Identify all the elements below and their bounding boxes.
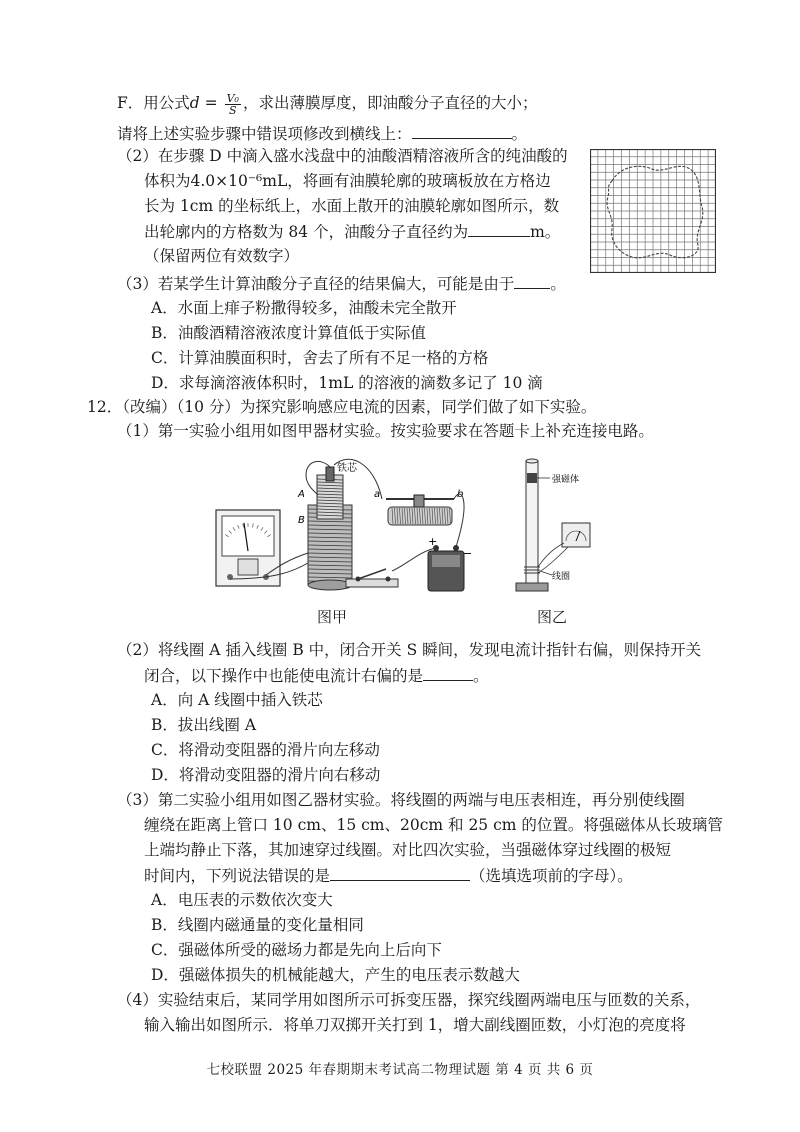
correction-line — [117, 122, 527, 145]
q12-part3-stem: 时间内，下列说法错误的是 — [144, 867, 331, 885]
q12-part3-line4 — [144, 864, 633, 887]
q12-part1: （1）第一实验小组用如图甲器材实验。按实验要求在答题卡上补充连接电路。 — [117, 422, 654, 440]
label-magnet: 强磁体 — [552, 475, 580, 485]
q12-part3-option-c: C．强磁体所受的磁场力都是先向上后向下 — [151, 941, 442, 959]
figure-jia — [210, 455, 500, 595]
label-term-a: a — [374, 489, 381, 500]
label-coil-a: A — [298, 489, 305, 500]
q12-part3-line3: 上端均静止下落，其加速穿过线圈。对比四次实验，当强磁体穿过线圈的极短 — [144, 841, 672, 859]
q2-line-4 — [144, 220, 560, 243]
q12-part2-line1: （2）将线圈 A 插入线圈 B 中，闭合开关 S 瞬间，发现电流计指针右偏，则保持开关 — [117, 641, 702, 659]
step-f-line — [117, 92, 537, 116]
caption-fig-jia: 图甲 — [317, 608, 348, 626]
q12-part3-blank[interactable] — [330, 864, 470, 881]
figure-yi — [512, 455, 632, 595]
correction-blank[interactable] — [412, 122, 512, 139]
strong-magnet — [527, 473, 537, 483]
rheostat — [386, 495, 454, 525]
q12-title: 12．（改编）（10 分）为探究影响感应电流的因素，同学们做了如下实验。 — [87, 398, 597, 416]
q12-part2-end: 。 — [473, 667, 489, 685]
q12-part2-blank[interactable] — [423, 664, 473, 681]
q12-part2-option-d: D．将滑动变阻器的滑片向右移动 — [151, 766, 381, 784]
q2-l2a: 体积为 — [144, 172, 191, 190]
q3-option-a: A．水面上痱子粉撒得较多，油酸未完全散开 — [151, 299, 457, 317]
q12-part3-option-b: B．线圈内磁通量的变化量相同 — [151, 916, 364, 934]
label-coil-b: B — [298, 515, 305, 526]
step-f-rest: ，求出薄膜厚度，即油酸分子直径的大小； — [242, 94, 538, 112]
q12-part3-line2: 缠绕在距离上管口 10 cm、15 cm、20cm 和 25 cm 的位置。将强磁体从长玻璃管 — [144, 816, 723, 834]
formula-eq: = — [204, 94, 218, 112]
q12-part2-option-b: B．拔出线圈 A — [151, 716, 257, 734]
galvanometer — [216, 510, 280, 586]
q3-option-c: C．计算油膜面积时，舍去了所有不足一格的方格 — [151, 349, 489, 367]
iron-core — [326, 467, 334, 481]
coil-a — [317, 467, 343, 519]
formula-denominator: S — [228, 103, 237, 117]
q12-part2-stem: 闭合，以下操作中也能使电流计右偏的是 — [144, 667, 424, 685]
q3-stem — [117, 272, 566, 295]
correction-end: 。 — [511, 125, 528, 143]
q12-part2-option-a: A．向 A 线圈中插入铁芯 — [151, 691, 323, 709]
label-iron-core: 铁芯 — [337, 463, 357, 474]
caption-fig-yi: 图乙 — [537, 608, 568, 626]
q12-part3-line1: （3）第二实验小组用如图乙器材实验。将线圈的两端与电压表相连，再分别使线圈 — [117, 791, 685, 809]
battery — [428, 545, 464, 591]
formula-d: d — [189, 94, 200, 112]
label-coil: 线圈 — [552, 572, 571, 582]
voltmeter — [562, 523, 590, 547]
page-footer: 七校联盟 2025 年春期期末考试高二物理试题 第 4 页 共 6 页 — [206, 1062, 594, 1078]
q3-option-b: B．油酸酒精溶液浓度计算值低于实际值 — [151, 324, 426, 342]
q12-part3-option-a: A．电压表的示数依次变大 — [151, 891, 333, 909]
label-minus: − — [463, 547, 473, 560]
formula-fraction — [225, 93, 241, 116]
q12-part4-line2: 输入输出如图所示．将单刀双掷开关打到 1，增大副线圈匝数，小灯泡的亮度将 — [144, 1016, 686, 1034]
q2-diameter-blank[interactable] — [468, 220, 530, 237]
switch — [346, 569, 398, 587]
q2-l2b: ，将画有油膜轮廓的玻璃板放在方格边 — [287, 172, 551, 190]
q12-part2-option-c: C．将滑动变阻器的滑片向左移动 — [151, 741, 380, 759]
oil-film-grid-figure — [590, 149, 716, 273]
correction-text: 请将上述实验步骤中错误项修改到横线上： — [117, 125, 412, 143]
q2-l4b: m。 — [530, 223, 561, 241]
q12-part4-line1: （4）实验结束后，某同学用如图所示可拆变压器，探究线圈两端电压与匝数的关系， — [117, 991, 701, 1009]
q2-line-1: （2）在步骤 D 中滴入盛水浅盘中的油酸酒精溶液所含的纯油酸的 — [117, 147, 568, 165]
q2-l4a: 出轮廓内的方格数为 84 个，油酸分子直径约为 — [144, 223, 469, 241]
step-f-label: F．用公式 — [117, 94, 190, 112]
q2-line-2 — [144, 170, 551, 192]
q3-stem-end: 。 — [550, 275, 566, 293]
label-term-b: b — [457, 489, 464, 500]
q12-part3-end: （选填选项前的字母）。 — [470, 867, 633, 885]
q12-part3-option-d: D．强磁体损失的机械能越大，产生的电压表示数越大 — [151, 966, 520, 984]
q2-volume-value: 4.0×10⁻⁶mL — [190, 172, 288, 190]
q3-stem-text: （3）若某学生计算油酸分子直径的结果偏大，可能是由于 — [117, 275, 515, 293]
q2-line-3: 长为 1cm 的坐标纸上，水面上散开的油膜轮廓如图所示，数 — [144, 197, 560, 215]
formula-numerator: V₀ — [226, 91, 239, 105]
label-plus: + — [428, 535, 438, 548]
q2-line-5: （保留两位有效数字） — [144, 247, 300, 265]
q12-part2-line2 — [144, 664, 489, 687]
q3-blank[interactable] — [514, 272, 550, 289]
q3-option-d: D．求每滴溶液体积时，1mL 的溶液的滴数多记了 10 滴 — [151, 374, 543, 392]
